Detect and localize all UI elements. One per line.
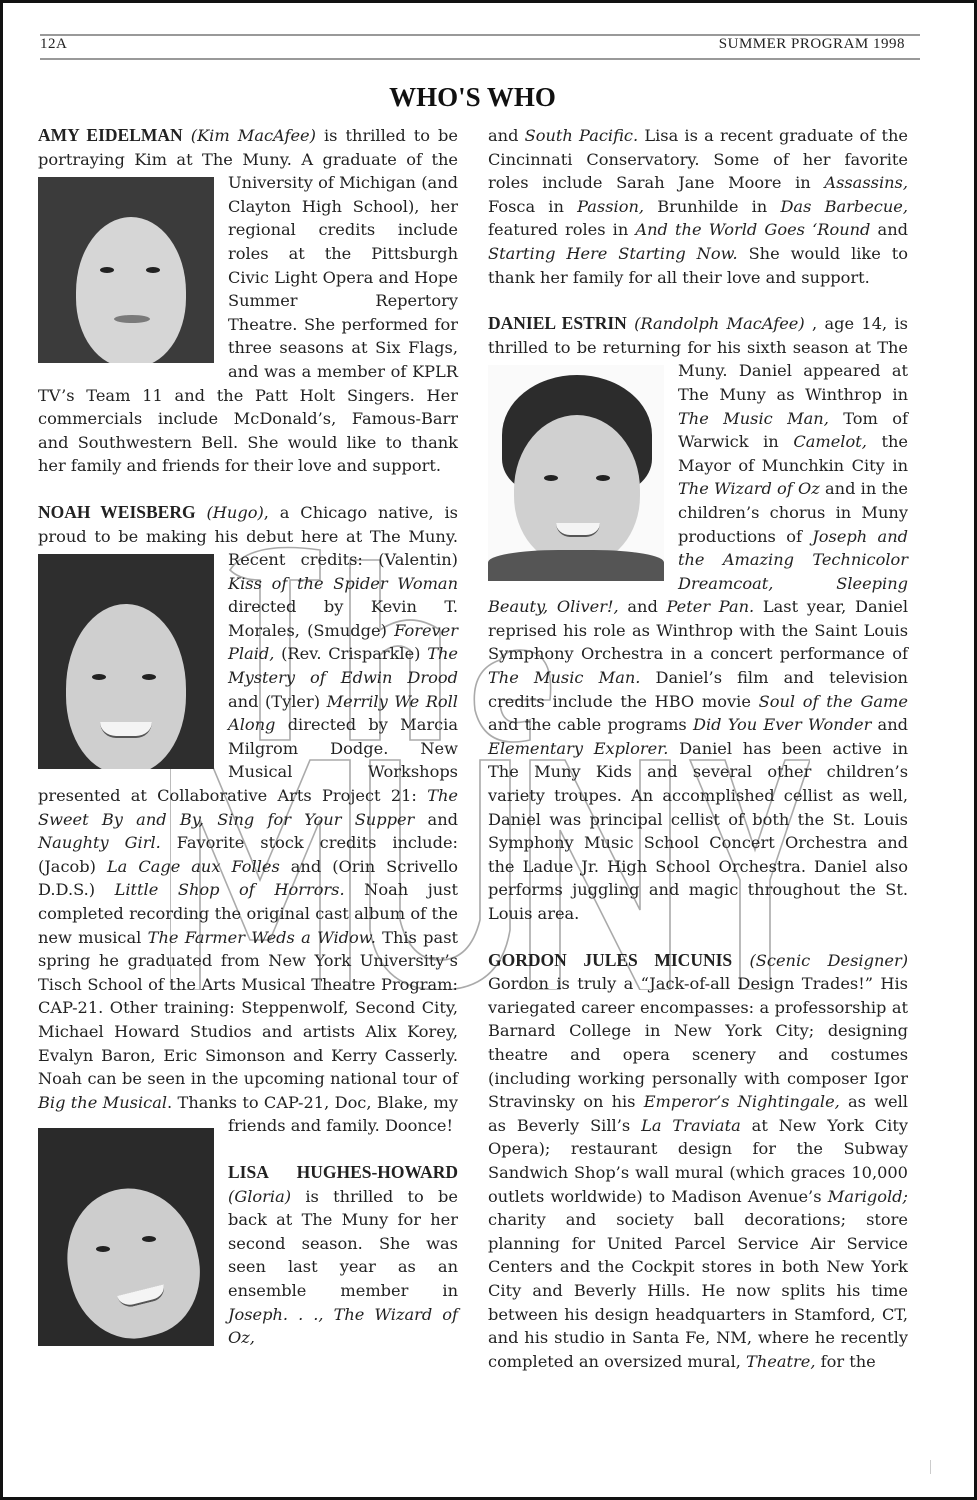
bio-text: Tom of Warwick in	[678, 408, 908, 452]
work-title: La Cage aux Folles	[106, 856, 280, 876]
bio-role: (Scenic Designer)	[749, 950, 909, 970]
bio-text: Noah just completed recording the original cast album of the new musical	[38, 880, 458, 947]
bio-name: DANIEL ESTRIN	[488, 313, 627, 334]
work-title: Merrily We Roll Along	[228, 691, 458, 735]
work-title: Theatre,	[746, 1351, 816, 1371]
margin-mark	[930, 1460, 931, 1474]
work-title: The Farmer Weds a Widow.	[147, 927, 376, 947]
headshot-noah-weisberg	[38, 554, 214, 769]
bio-name: GORDON JULES MICUNIS	[488, 949, 733, 970]
work-title: La Traviata	[641, 1115, 741, 1135]
page-number: 12A	[40, 36, 68, 52]
work-title: The Music Man.	[488, 668, 641, 688]
work-title: Elementary Explorer.	[488, 738, 669, 758]
work-title: Did You Ever Wonder	[692, 715, 872, 735]
bio-name: AMY EIDELMAN	[38, 125, 183, 145]
work-title: Das Barbecue,	[780, 196, 909, 216]
work-title: The Wizard of Oz	[678, 479, 820, 499]
work-title: Joseph. . ., The Wizard of Oz,	[228, 1304, 458, 1348]
work-title: Big the Musical	[38, 1092, 168, 1112]
header-rule-bottom	[40, 58, 920, 60]
bio-text: Gordon is truly a “Jack-of-all Design Trades!” His variegated career encompasses: a professorship at Barnard College in New York City; designing theatre and opera scenery and costumes (including working personally with composer Igor Stravinsky on his	[488, 974, 908, 1112]
publication-title: SUMMER PROGRAM 1998	[718, 36, 905, 52]
bio-text: Lisa is a recent graduate of the Cincinnati Conservatory. Some of her favorite roles include Sarah Jane Moore in	[488, 126, 908, 193]
bio-role: (Hugo)	[206, 502, 264, 522]
bio-text: , a Chicago native, is proud to be making his debut here at The Muny.	[38, 502, 458, 546]
bio-role: (Kim MacAfee)	[190, 126, 316, 145]
bio-text: directed by Kevin T. Morales, (Smudge)	[228, 597, 458, 640]
bio-text: and (Tyler)	[228, 691, 327, 711]
work-title: Joseph and the Amazing Technicolor Dreamcoat, Sleeping Beauty, Oliver!,	[488, 526, 908, 617]
work-title: Kiss of the Spider Woman	[228, 573, 458, 593]
bio-text: and	[871, 715, 909, 735]
bio-text: is thrilled to be back at The Muny for her second season. She was seen last year as an ensemble member in	[228, 1186, 458, 1300]
bio-text: is thrilled to be portraying Kim at The Muny. A graduate of	[38, 126, 458, 169]
bio-noah-weisberg	[38, 501, 458, 1138]
work-title: The Sweet By and By, Sing for Your Supper	[38, 786, 458, 829]
right-column	[488, 124, 908, 1396]
work-title: Forever Plaid,	[228, 620, 458, 664]
left-column	[38, 124, 458, 1373]
bio-text: the University of Michigan (and Clayton High School), her regional credits include roles at the Pittsburgh Civic Light Opera and Hope Summer Repertory Theatre. She performed for three seasons at Six Flags, and was a member of KPLR TV’s Team 11 and the Patt Holt Singers. Her commercials include McDonald’s, Famous-Barr and Southwestern Bell. She would like to thank her family and friends for their love and support.	[38, 149, 458, 476]
bio-role: (Randolph MacAfee)	[634, 314, 805, 334]
work-title: Passion,	[577, 196, 645, 216]
work-title: Marigold;	[827, 1186, 908, 1206]
work-title: Assassins,	[824, 173, 908, 193]
work-title: Little Shop of Horrors.	[114, 880, 345, 900]
bio-text: featured roles in	[488, 220, 636, 240]
bio-text: and	[414, 809, 458, 829]
bio-text: She would like to thank her family for all their love and support.	[488, 243, 908, 287]
bio-text: Favorite stock credits include: (Jacob)	[38, 833, 458, 876]
bio-text: , age 14, is thrilled to be returning for his sixth season at	[488, 314, 908, 357]
work-title: Soul of the Game	[758, 691, 908, 711]
bio-name: LISA HUGHES-HOWARD	[228, 1161, 458, 1182]
bio-text: and the cable programs	[488, 715, 693, 735]
bio-text: and	[618, 597, 667, 617]
bio-lisa-hughes-howard-cont	[488, 124, 908, 289]
work-title: Peter Pan.	[666, 597, 755, 617]
bio-text: Last year, Daniel reprised his role as Winthrop with the Saint Louis Symphony Orchestra in a concert performance of	[488, 597, 908, 664]
bio-text: for the	[815, 1351, 876, 1371]
bio-text: and	[870, 220, 908, 240]
bio-text: and in the children’s chorus in Muny productions of	[678, 479, 908, 546]
headshot-amy-eidelman	[38, 177, 214, 363]
work-title: Naughty Girl.	[38, 833, 161, 853]
bio-text: and	[488, 126, 525, 145]
bio-text: Daniel’s film and television credits include the HBO movie	[488, 668, 908, 711]
bio-role: (Gloria)	[228, 1186, 292, 1206]
work-title: Starting Here Starting Now.	[488, 243, 738, 263]
bio-text: Recent credits: (Valentin)	[228, 550, 458, 570]
bio-text: friends and family. Doonce!	[228, 1116, 453, 1136]
work-title: The Mystery of Edwin Drood	[228, 644, 458, 688]
bio-text: This past spring he graduated from New York University’s Tisch School of the Arts Musical Theatre Program: CAP-21. Other training: Steppenwolf, Second City, Michael Howard Studios and artists Alix Korey, Evalyn Baron, Eric Simonson and Kerry Casserly. Noah can be seen in the upcoming national tour of	[38, 927, 459, 1089]
page-title: WHO'S WHO	[389, 82, 556, 112]
headshot-lisa-hughes-howard	[38, 1128, 214, 1346]
work-title: The Music Man,	[678, 408, 829, 428]
bio-name: NOAH WEISBERG	[38, 501, 196, 522]
bio-text: Daniel has been active in The Muny Kids and several other children’s variety troupes. An accomplished cellist as well, Daniel was principal cellist of both the St. Louis Symphony Music School Concert Orchestra and the Ladue Jr. High School Orchestra. Daniel also performs juggling and magic throughout the St. Louis area.	[488, 738, 908, 923]
bio-text: . Thanks to CAP-21, Doc, Blake, my	[167, 1092, 458, 1112]
bio-text: The Muny. Daniel appeared at The Muny as Winthrop in	[678, 337, 908, 404]
bio-text: at New York City Opera); restaurant design for the Subway Sandwich Shop’s wall mural (which graces 10,000 outlets worldwide) to Madison Avenue’s	[488, 1115, 908, 1206]
bio-text: Fosca in	[488, 196, 578, 216]
work-title: And the World Goes ‘Round	[635, 220, 871, 240]
bio-text: Brunhilde in	[644, 196, 781, 216]
headshot-daniel-estrin	[488, 365, 664, 581]
bio-text: and (Orin Scrivello D.D.S.)	[38, 856, 458, 900]
bio-text: charity and society ball decorations; store planning for United Parcel Service Air Service Centers and the Cockpit stores in both New York City and Beverly Hills. He now splits his time between his design headquarters in Stamford, CT, and his studio in Santa Fe, NM, where he recently completed an oversized mural,	[488, 1210, 908, 1371]
work-title: Emperor’s Nightingale,	[643, 1092, 840, 1112]
work-title: South Pacific.	[524, 126, 639, 145]
bio-text: directed by Marcia Milgrom Dodge. New Musical Workshops presented at Collaborative Arts Project 21:	[38, 715, 458, 806]
bio-daniel-estrin	[488, 312, 908, 925]
bio-amy-eidelman	[38, 124, 458, 478]
bio-text: the Mayor of Munchkin City in	[678, 432, 909, 475]
work-title: Camelot,	[793, 432, 867, 452]
bio-text: as well as Beverly Sill’s	[488, 1092, 908, 1135]
bio-text: (Rev. Crisparkle)	[274, 644, 428, 664]
bio-gordon-jules-micunis	[488, 949, 908, 1374]
